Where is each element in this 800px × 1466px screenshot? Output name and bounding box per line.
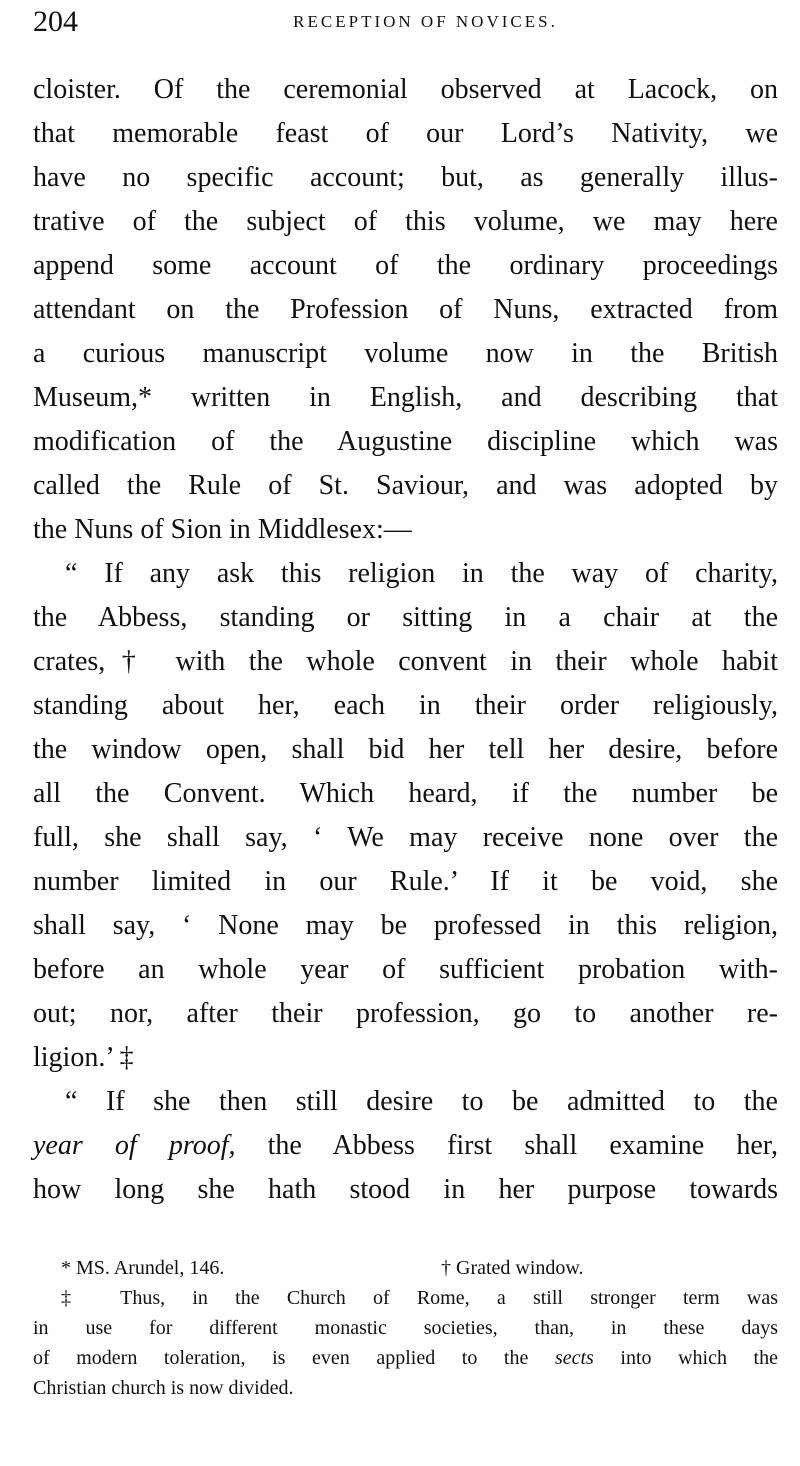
page-header <box>33 2 778 42</box>
text-line: have no specific account; but, as generally illus- <box>33 162 778 193</box>
footnote-2: † Grated window. <box>441 1257 584 1279</box>
text-line: before an whole year of sufficient probation with- <box>33 954 778 985</box>
text-line: append some account of the ordinary proceedings <box>33 250 778 281</box>
footnote-1: * MS. Arundel, 146. <box>61 1257 225 1279</box>
footnote-3-line: Christian church is now divided. <box>33 1377 294 1399</box>
text-line: the window open, shall bid her tell her desire, before <box>33 734 778 765</box>
footnote-3-line: in use for different monastic societies, than, in these days <box>33 1317 778 1339</box>
text-line: standing about her, each in their order religiously, <box>33 690 778 721</box>
text-line: that memorable feast of our Lord’s Nativity, we <box>33 118 778 149</box>
text-line: modification of the Augustine discipline which was <box>33 426 778 457</box>
footnotes <box>33 1253 778 1403</box>
text-line: trative of the subject of this volume, we may here <box>33 206 778 237</box>
text-line: number limited in our Rule.’ If it be void, she <box>33 866 778 897</box>
footnote-row <box>33 1253 778 1283</box>
footnote-italic-word: sects <box>554 1347 594 1369</box>
text-line: the Nuns of Sion in Middlesex:— <box>33 514 412 545</box>
text-line-rest: the Abbess first shall examine her, <box>267 1130 779 1161</box>
page-number: 204 <box>33 5 78 38</box>
text-line: cloister. Of the ceremonial observed at Lacock, on <box>33 74 778 105</box>
text-line: ligion.’ ‡ <box>33 1042 134 1073</box>
text-line: a curious manuscript volume now in the British <box>33 338 778 369</box>
text-line <box>33 1124 778 1168</box>
body-text <box>33 68 778 1212</box>
footnote-3-part: into which the <box>620 1347 778 1369</box>
text-line: how long she hath stood in her purpose towards <box>33 1174 778 1205</box>
footnote-3-line: ‡ Thus, in the Church of Rome, a still stronger term was <box>61 1287 778 1309</box>
text-line: all the Convent. Which heard, if the number be <box>33 778 778 809</box>
footnote-3-line <box>33 1343 778 1373</box>
text-line: “ If any ask this religion in the way of charity, <box>65 558 778 589</box>
text-line: crates,† with the whole convent in their whole habit <box>33 646 778 677</box>
text-line: Museum,* written in English, and describing that <box>33 382 778 413</box>
footnote-3-part: of modern toleration, is even applied to the <box>33 1347 529 1369</box>
text-line: shall say, ‘ None may be professed in this religion, <box>33 910 778 941</box>
italic-phrase: year of proof, <box>33 1130 236 1161</box>
text-line: called the Rule of St. Saviour, and was adopted by <box>33 470 778 501</box>
text-line: the Abbess, standing or sitting in a chair at the <box>33 602 778 633</box>
text-line: “ If she then still desire to be admitted to the <box>65 1086 778 1117</box>
running-title: RECEPTION OF NOVICES. <box>293 12 558 31</box>
text-line: out; nor, after their profession, go to another re- <box>33 998 778 1029</box>
text-line: attendant on the Profession of Nuns, extracted from <box>33 294 778 325</box>
text-line: full, she shall say, ‘ We may receive none over the <box>33 822 778 853</box>
